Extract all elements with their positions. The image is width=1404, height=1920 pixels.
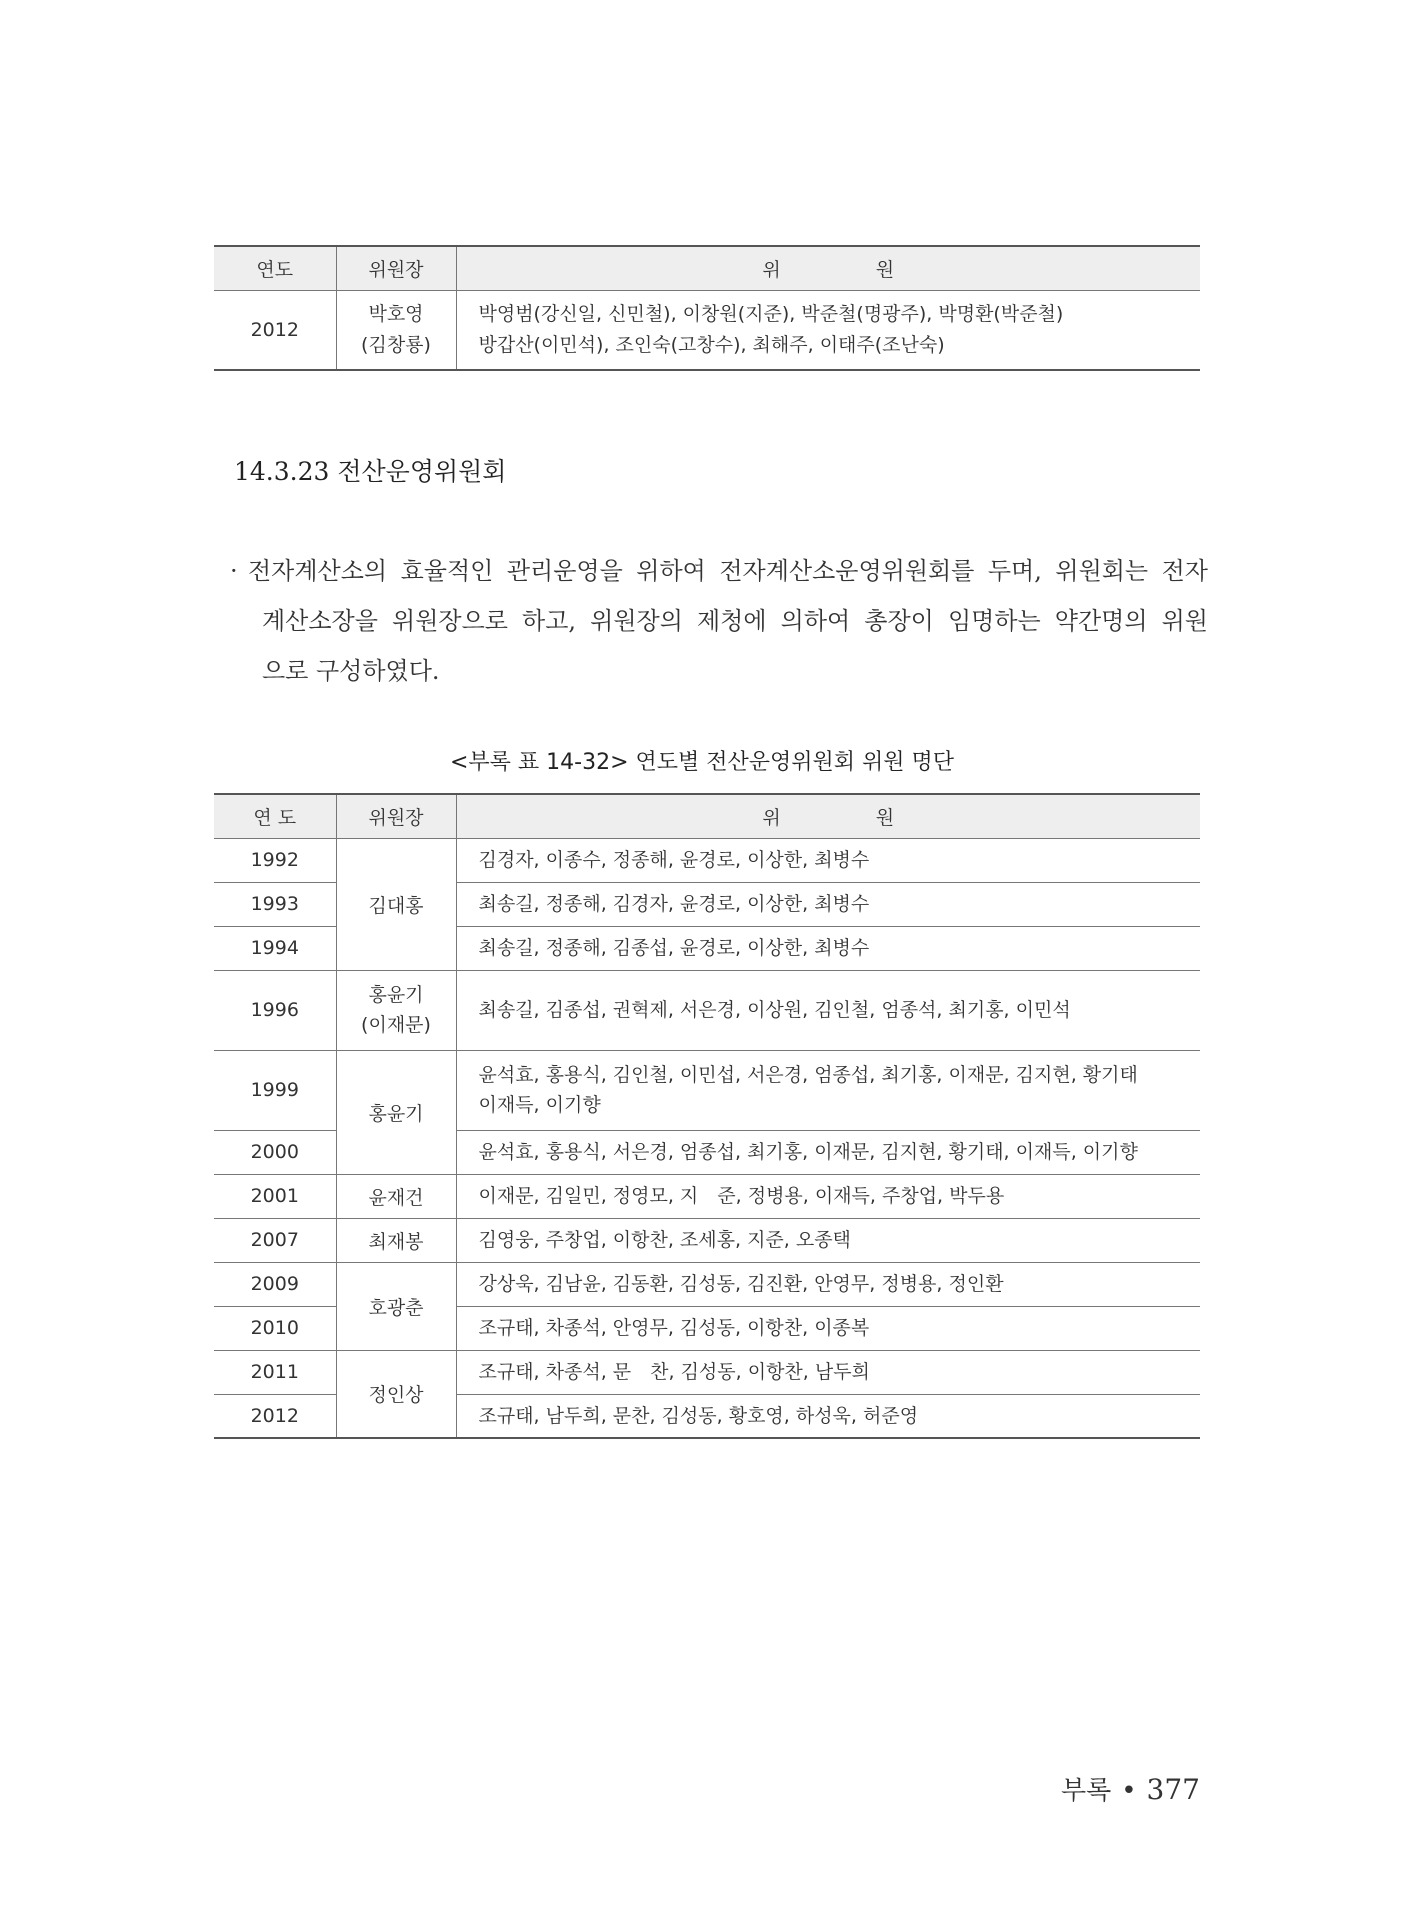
page-footer (1061, 1770, 1200, 1807)
members-line: 박영범(강신일, 신민철), 이창원(지준), 박준철(명광주), 박명환(박준철) (478, 303, 1064, 326)
paragraph-line: 계산소장을 위원장으로 하고, 위원장의 제청에 의하여 총장이 임명하는 약간명의 위원 (262, 607, 1208, 635)
chair-name: 홍윤기 (368, 983, 424, 1006)
table-caption: <부록 표 14-32> 연도별 전산운영위원회 위원 명단 (449, 750, 955, 775)
table-row (214, 1218, 1200, 1262)
table-row (214, 290, 1200, 370)
members-cell: 조규태, 차종석, 안영무, 김성동, 이항찬, 이종복 (456, 1306, 1200, 1350)
table-header-row (214, 794, 1200, 838)
members-cell: 윤석효, 홍용식, 서은경, 엄종섭, 최기홍, 이재문, 김지현, 황기태, 이재득, 이기향 (456, 1130, 1200, 1174)
members-cell: 최송길, 정종해, 김종섭, 윤경로, 이상한, 최병수 (456, 926, 1200, 970)
section-title: 14.3.23 전산운영위원회 (234, 457, 507, 486)
members-cell (456, 290, 1200, 370)
members-cell: 최송길, 김종섭, 권혁제, 서은경, 이상원, 김인철, 엄종석, 최기홍, 이민석 (456, 970, 1200, 1050)
year-cell: 2012 (214, 1394, 336, 1438)
members-cell: 최송길, 정종해, 김경자, 윤경로, 이상한, 최병수 (456, 882, 1200, 926)
page-number: 377 (1146, 1773, 1200, 1806)
table-row (214, 838, 1200, 882)
bullet-mark: · (230, 557, 238, 585)
chair-cell: 최재봉 (336, 1218, 456, 1262)
table-header-row (214, 246, 1200, 290)
chair-cell (336, 970, 456, 1050)
year-cell: 1999 (214, 1050, 336, 1130)
table-row (214, 1174, 1200, 1218)
year-cell: 2007 (214, 1218, 336, 1262)
members-cell: 이재문, 김일민, 정영모, 지 준, 정병용, 이재득, 주창업, 박두용 (456, 1174, 1200, 1218)
table-row (214, 1050, 1200, 1130)
members-cell: 조규태, 남두희, 문찬, 김성동, 황호영, 하성욱, 허준영 (456, 1394, 1200, 1438)
members-cell: 김경자, 이종수, 정종해, 윤경로, 이상한, 최병수 (456, 838, 1200, 882)
paragraph-line: 전자계산소의 효율적인 관리운영을 위하여 전자계산소운영위원회를 두며, 위원회는 전자 (248, 557, 1208, 585)
committee-table-2012 (214, 245, 1200, 371)
table-row (214, 970, 1200, 1050)
table-row (214, 1262, 1200, 1306)
chair-cell: 윤재건 (336, 1174, 456, 1218)
footer-label: 부록 (1060, 1776, 1112, 1806)
chair-note: (김창룡) (361, 333, 431, 356)
year-cell: 1994 (214, 926, 336, 970)
year-cell: 2009 (214, 1262, 336, 1306)
year-cell: 1993 (214, 882, 336, 926)
header-members: 위 원 (456, 794, 1200, 838)
year-cell: 2011 (214, 1350, 336, 1394)
year-cell: 2012 (214, 290, 336, 370)
committee-members-table (214, 793, 1200, 1439)
chair-cell: 호광춘 (336, 1262, 456, 1350)
header-members: 위 원 (456, 246, 1200, 290)
chair-cell: 김대홍 (336, 838, 456, 970)
chair-cell: 홍윤기 (336, 1050, 456, 1174)
year-cell: 1992 (214, 838, 336, 882)
chair-name: 박호영 (368, 303, 424, 326)
header-chair: 위원장 (336, 246, 456, 290)
year-cell: 2000 (214, 1130, 336, 1174)
members-cell: 조규태, 차종석, 문 찬, 김성동, 이항찬, 남두희 (456, 1350, 1200, 1394)
body-paragraph (230, 546, 1208, 696)
chair-note: (이재문) (361, 1014, 431, 1036)
members-line: 방갑산(이민석), 조인숙(고창수), 최해주, 이태주(조난숙) (478, 333, 945, 356)
chair-cell (336, 290, 456, 370)
chair-cell: 정인상 (336, 1350, 456, 1438)
members-cell: 강상욱, 김남윤, 김동환, 김성동, 김진환, 안영무, 정병용, 정인환 (456, 1262, 1200, 1306)
footer-separator: • (1121, 1776, 1137, 1806)
paragraph-line: 으로 구성하였다. (262, 657, 440, 685)
members-cell: 김영웅, 주창업, 이항찬, 조세홍, 지준, 오종택 (456, 1218, 1200, 1262)
members-line: 이재득, 이기향 (478, 1094, 601, 1116)
members-line: 윤석효, 홍용식, 김인철, 이민섭, 서은경, 엄종섭, 최기홍, 이재문, 김지현, 황기태 (478, 1063, 1138, 1086)
members-cell (456, 1050, 1200, 1130)
header-year: 연 도 (214, 794, 336, 838)
year-cell: 1996 (214, 970, 336, 1050)
table-row (214, 1350, 1200, 1394)
year-cell: 2001 (214, 1174, 336, 1218)
header-year: 연도 (214, 246, 336, 290)
header-chair: 위원장 (336, 794, 456, 838)
year-cell: 2010 (214, 1306, 336, 1350)
